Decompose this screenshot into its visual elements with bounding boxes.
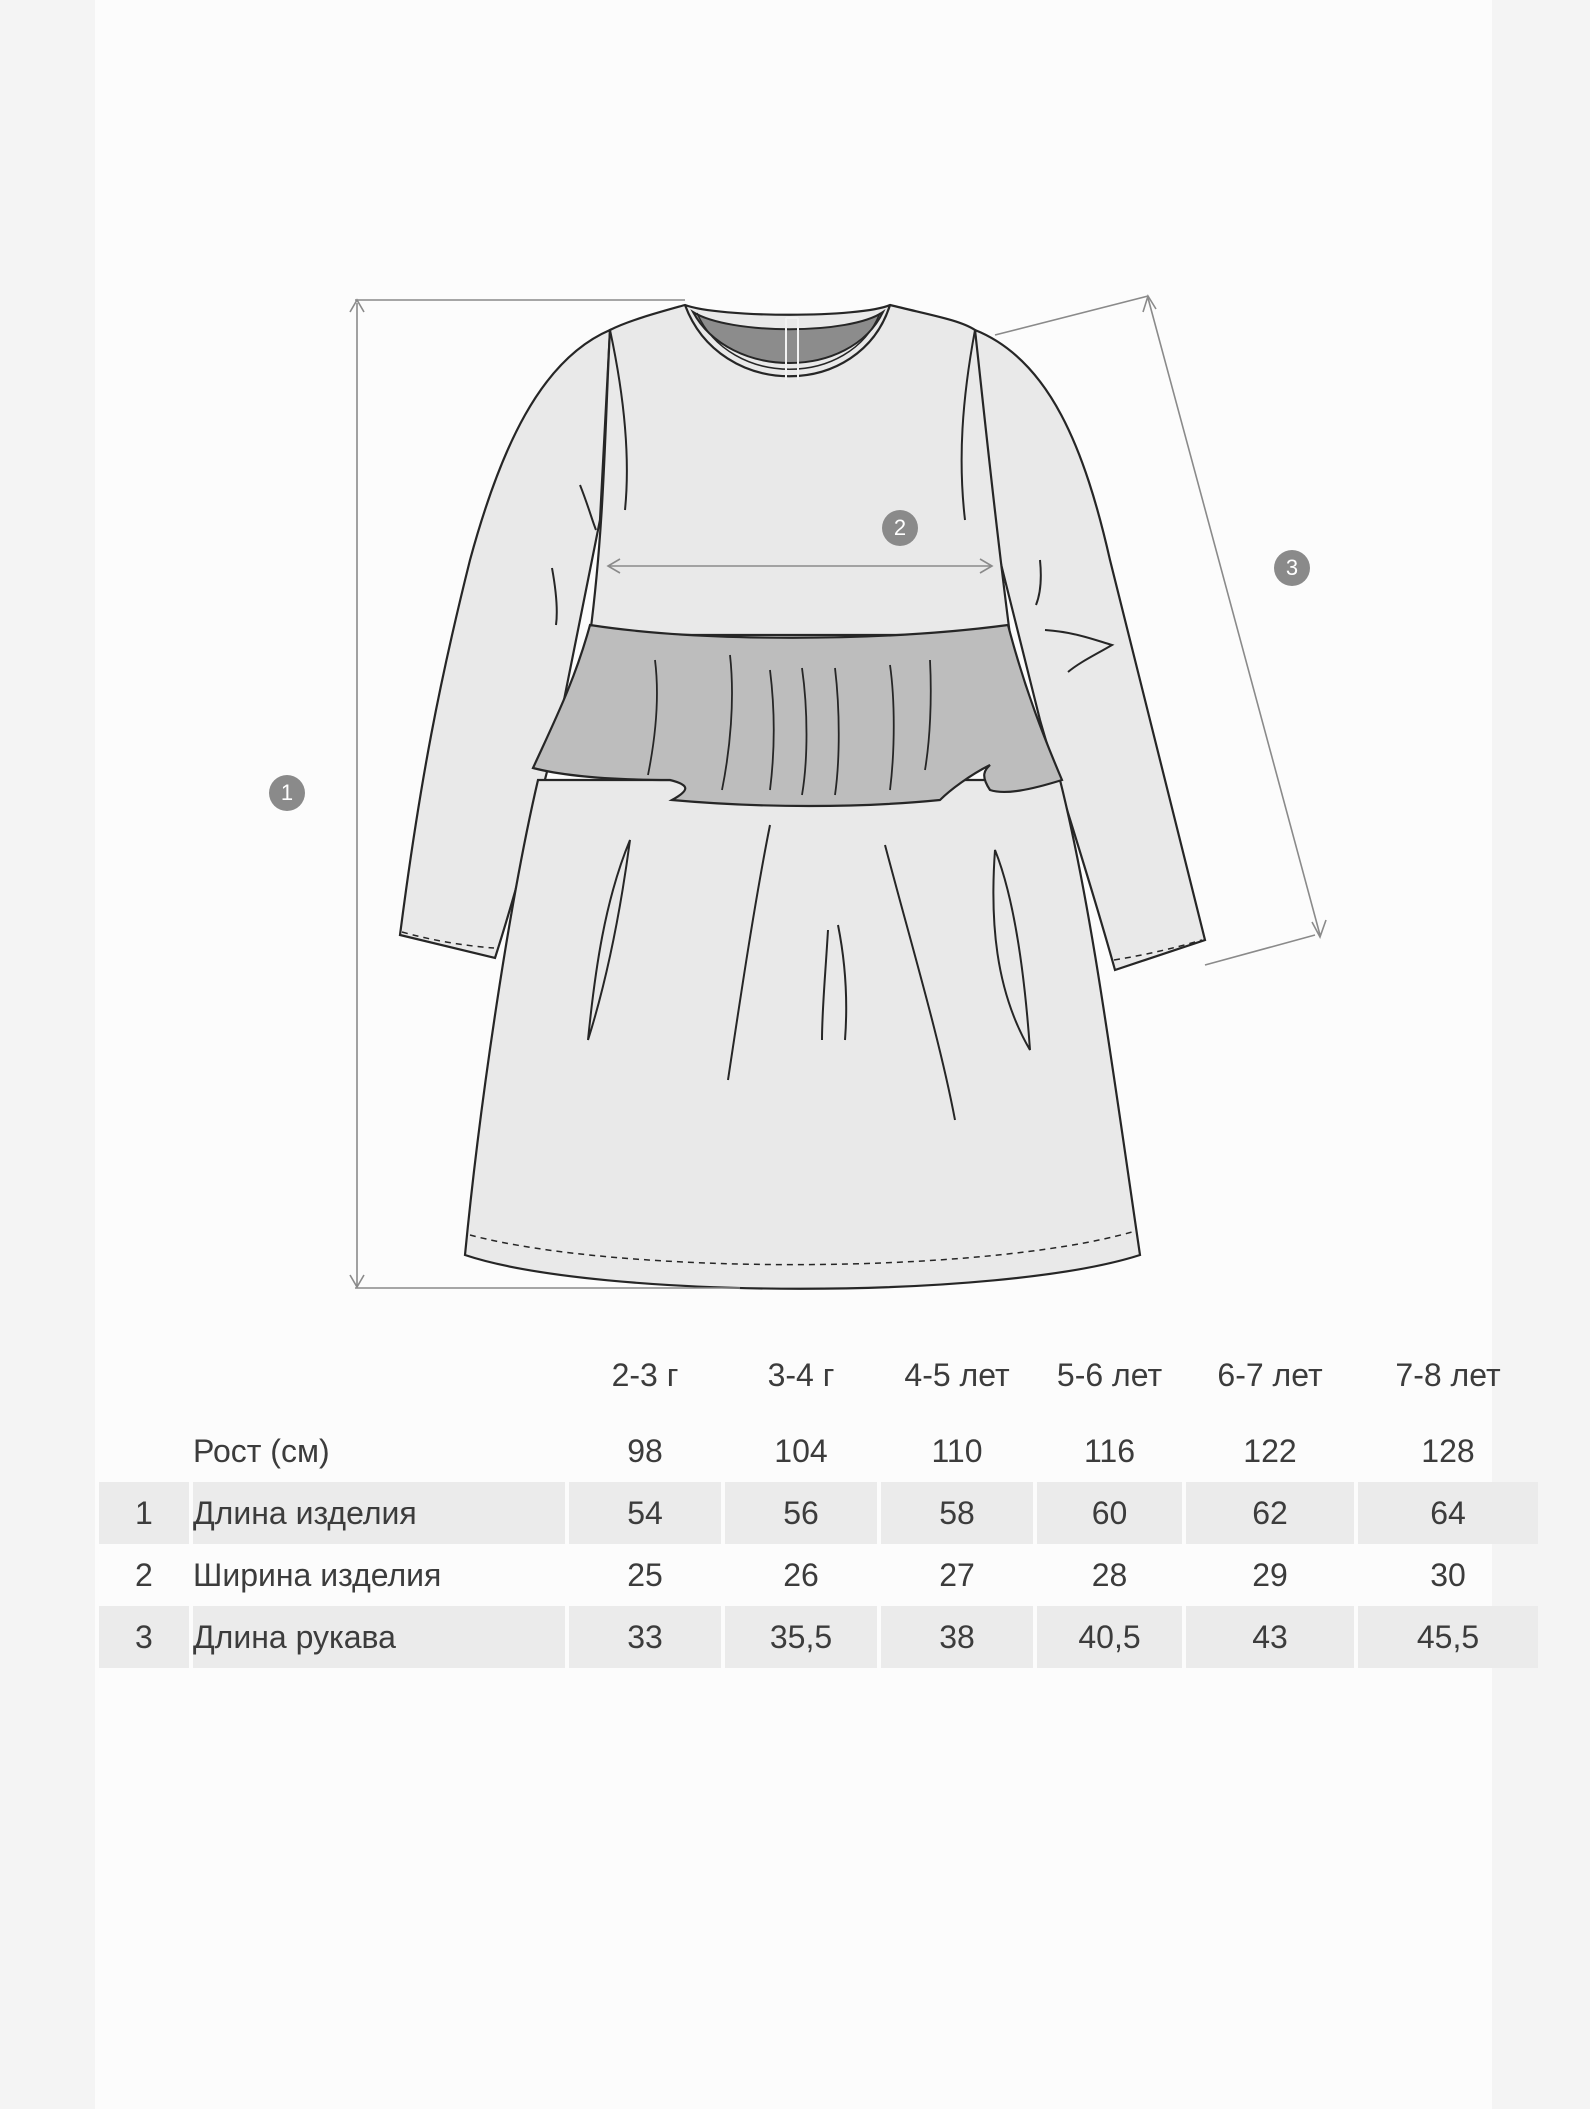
size-header: 4-5 лет (904, 1356, 1010, 1393)
table-cell: 38 (881, 1606, 1033, 1668)
table-cell: 104 (774, 1432, 828, 1469)
table-cell: 56 (725, 1482, 877, 1544)
size-header: 5-6 лет (1056, 1356, 1163, 1393)
header-label-cell (193, 1330, 565, 1420)
table-row (99, 1420, 1538, 1482)
table-cell: 25 (627, 1556, 663, 1593)
table-cell: 33 (569, 1606, 721, 1668)
size-header: 2-3 г (611, 1356, 679, 1393)
table-cell: 128 (1421, 1432, 1475, 1469)
sleeve-guide-bottom (1205, 935, 1315, 965)
table-cell: 40,5 (1037, 1606, 1182, 1668)
table-row (99, 1544, 1538, 1606)
table-cell: 64 (1358, 1482, 1538, 1544)
table-cell: 110 (931, 1432, 983, 1469)
table-row (99, 1606, 1538, 1668)
size-header: 6-7 лет (1217, 1356, 1323, 1393)
table-cell: 29 (1252, 1556, 1288, 1593)
row-label: Длина изделия (193, 1482, 565, 1544)
size-header: 3-4 г (767, 1356, 835, 1393)
table-cell: 54 (569, 1482, 721, 1544)
row-label: Рост (см) (193, 1432, 330, 1469)
size-table (95, 1330, 1542, 1668)
row-label: Ширина изделия (193, 1556, 442, 1593)
size-header: 7-8 лет (1395, 1356, 1501, 1393)
table-cell: 58 (881, 1482, 1033, 1544)
row-number (99, 1420, 189, 1482)
table-cell: 43 (1186, 1606, 1354, 1668)
row-label: Длина рукава (193, 1606, 565, 1668)
table-cell: 122 (1243, 1432, 1297, 1469)
table-cell: 98 (627, 1432, 663, 1469)
skirt (465, 780, 1140, 1289)
table-cell: 26 (783, 1556, 819, 1593)
table-row (99, 1482, 1538, 1544)
table-cell: 35,5 (725, 1606, 877, 1668)
sleeve-marker: 3 (1274, 550, 1310, 586)
table-cell: 27 (939, 1556, 975, 1593)
table-cell: 116 (1083, 1432, 1135, 1469)
table-cell: 60 (1037, 1482, 1182, 1544)
row-number: 2 (135, 1556, 153, 1593)
table-cell: 62 (1186, 1482, 1354, 1544)
width-marker: 2 (882, 510, 918, 546)
header-num-cell (99, 1330, 189, 1420)
table-cell: 45,5 (1358, 1606, 1538, 1668)
row-number: 3 (99, 1606, 189, 1668)
ruffle (533, 625, 1062, 806)
sleeve-guide-top (995, 296, 1148, 335)
size-header-row (99, 1330, 1538, 1420)
table-cell: 28 (1091, 1556, 1128, 1593)
table-cell: 30 (1430, 1556, 1466, 1593)
length-marker: 1 (269, 775, 305, 811)
row-number: 1 (99, 1482, 189, 1544)
